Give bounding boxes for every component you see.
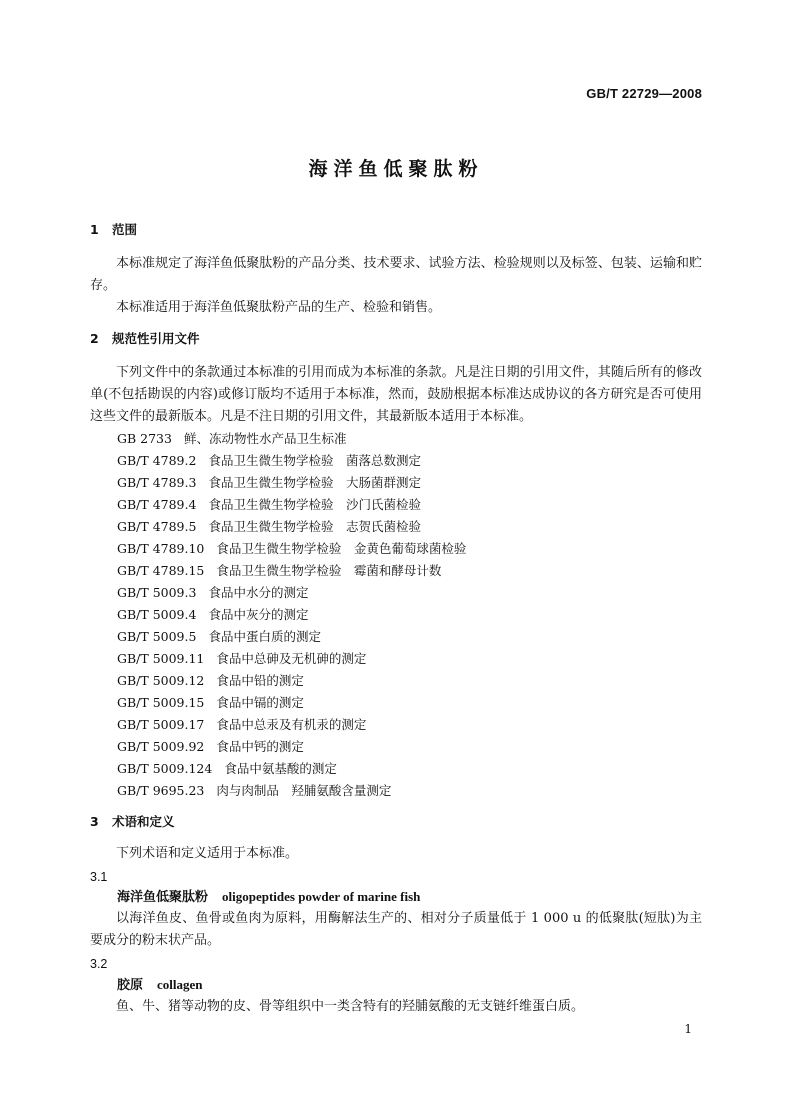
reference-title: 食品卫生微生物学检验 沙门氏菌检验 [208,497,421,512]
term-chinese: 海洋鱼低聚肽粉 [117,890,209,905]
reference-item [117,716,366,734]
term-chinese: 胶原 [117,978,144,993]
reference-item [117,760,337,778]
reference-title: 食品卫生微生物学检验 大肠菌群测定 [208,475,421,490]
reference-title: 食品中水分的测定 [208,585,309,600]
reference-title: 食品中氨基酸的测定 [224,761,337,776]
section-title: 范围 [112,222,138,237]
reference-item [117,584,308,602]
reference-code: GB/T 4789.10 [117,541,205,556]
section-number: 2 [90,331,99,346]
term-english: oligopeptides powder of marine fish [222,889,421,904]
reference-code: GB/T 4789.3 [117,475,197,490]
reference-title: 食品中钙的测定 [216,739,304,754]
section-number: 3 [90,814,99,829]
reference-item [117,562,441,580]
reference-item [117,540,466,558]
reference-item [117,518,421,536]
section-number: 1 [90,222,99,237]
term-number: 3.2 [90,957,108,971]
reference-title: 食品卫生微生物学检验 菌落总数测定 [208,453,421,468]
reference-code: GB 2733 [117,431,172,446]
reference-title: 食品中总汞及有机汞的测定 [216,717,367,732]
reference-item [117,650,366,668]
terms-intro-paragraph: 下列术语和定义适用于本标准。 [116,846,299,861]
reference-title: 食品中铅的测定 [216,673,304,688]
reference-item [117,452,421,470]
reference-item [117,496,421,514]
reference-code: GB/T 4789.2 [117,453,197,468]
reference-title: 鲜、冻动物性水产品卫生标准 [183,431,347,446]
scope-paragraph-2: 本标准适用于海洋鱼低聚肽粉产品的生产、检验和销售。 [116,300,442,315]
reference-item [117,738,304,756]
reference-code: GB/T 5009.3 [117,585,197,600]
reference-code: GB/T 5009.11 [117,651,205,666]
term-heading [117,888,420,907]
reference-code: GB/T 5009.4 [117,607,197,622]
reference-code: GB/T 5009.124 [117,761,213,776]
reference-code: GB/T 9695.23 [117,783,205,798]
reference-item [117,474,421,492]
term-definition: 鱼、牛、猪等动物的皮、骨等组织中一类含特有的羟脯氨酸的无支链纤维蛋白质。 [116,999,585,1014]
page-number: 1 [684,1022,692,1036]
reference-title: 食品卫生微生物学检验 金黄色葡萄球菌检验 [216,541,467,556]
term-heading [117,976,203,995]
scope-paragraph-1: 本标准规定了海洋鱼低聚肽粉的产品分类、技术要求、试验方法、检验规则以及标签、包装、运输和贮存。 [90,256,702,293]
section-heading-normative-references [90,330,200,348]
reference-code: GB/T 4789.15 [117,563,205,578]
reference-code: GB/T 5009.17 [117,717,205,732]
section-heading-scope [90,221,137,239]
references-intro-paragraph: 下列文件中的条款通过本标准的引用而成为本标准的条款。凡是注日期的引用文件，其随后所有的修改单(不包括勘误的内容)或修订版均不适用于本标准，然而，鼓励根据本标准达成协议的各方研究是否可使用这些文件的最新版本。凡是不注日期的引用文件，其最新版本适用于本标准。 [90,365,702,424]
reference-title: 食品卫生微生物学检验 霉菌和酵母计数 [216,563,442,578]
term-english: collagen [157,977,203,992]
reference-code: GB/T 4789.4 [117,497,197,512]
reference-code: GB/T 5009.92 [117,739,205,754]
section-heading-terms-definitions [90,813,175,831]
standard-code: GB/T 22729—2008 [586,86,702,101]
reference-code: GB/T 5009.12 [117,673,205,688]
reference-title: 食品中镉的测定 [216,695,304,710]
reference-title: 肉与肉制品 羟脯氨酸含量测定 [216,783,392,798]
reference-item [117,430,346,448]
reference-item [117,672,304,690]
reference-title: 食品卫生微生物学检验 志贺氏菌检验 [208,519,421,534]
term-definition: 以海洋鱼皮、鱼骨或鱼肉为原料，用酶解法生产的、相对分子质量低于 1 000 u 的低聚肽(短肽)为主要成分的粉末状产品。 [90,911,702,948]
reference-title: 食品中总砷及无机砷的测定 [216,651,367,666]
document-title: 海洋鱼低聚肽粉 [308,158,484,180]
section-title: 规范性引用文件 [112,331,200,346]
reference-code: GB/T 5009.5 [117,629,197,644]
section-title: 术语和定义 [112,814,175,829]
reference-item [117,782,391,800]
reference-title: 食品中灰分的测定 [208,607,309,622]
term-number: 3.1 [90,870,108,884]
reference-item [117,694,304,712]
reference-item [117,628,321,646]
reference-title: 食品中蛋白质的测定 [208,629,321,644]
reference-code: GB/T 5009.15 [117,695,205,710]
reference-item [117,606,308,624]
reference-code: GB/T 4789.5 [117,519,197,534]
